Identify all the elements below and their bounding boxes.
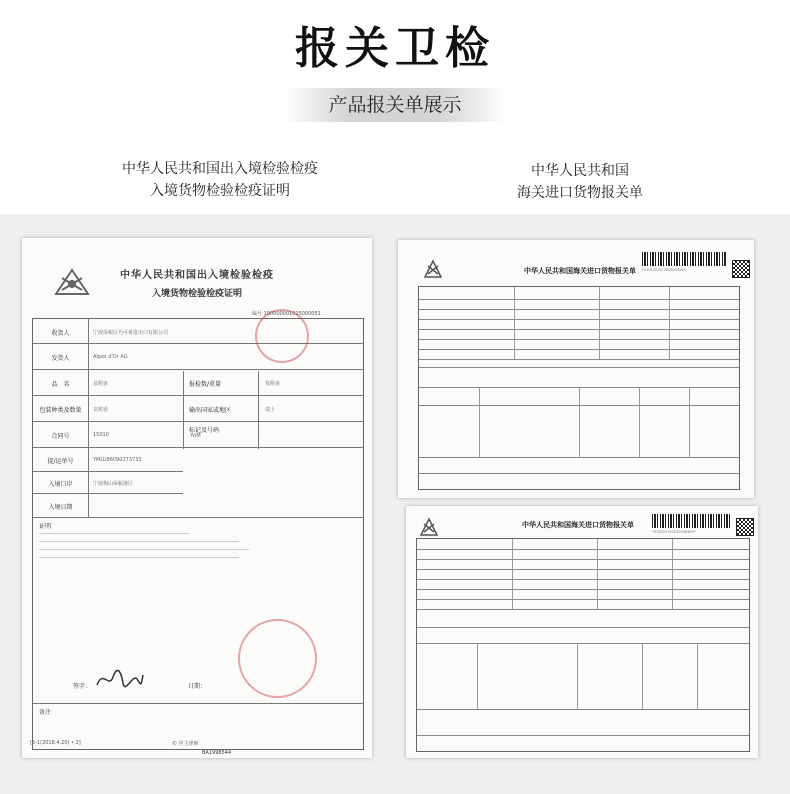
section-subtitle: 产品报关单展示 (284, 88, 506, 122)
field-label: 标记及号码 (189, 427, 220, 434)
barcode (652, 514, 732, 528)
field-value: 泉附壶 (93, 407, 109, 413)
field-value: 15010 (93, 432, 109, 438)
signature-label: 签字： (73, 683, 92, 690)
customs-emblem-icon (422, 258, 444, 280)
field-value: 宁波保税区巧可黄进出口有限公司 (93, 330, 169, 336)
page-title: 报关卫检 (295, 23, 495, 74)
field-label: 输出国家或地区 (189, 407, 232, 414)
barcode-text: *310520191050998485* (652, 530, 696, 534)
left-caption-line-2: 入境货物检验检疫证明 (150, 183, 290, 199)
certificate-number: 编号 190000001015000051 (252, 311, 321, 317)
field-label: 报检数/重量 (189, 381, 222, 388)
official-seal (255, 309, 309, 363)
official-seal (238, 619, 317, 698)
customs-declaration-2 (406, 506, 758, 758)
row-contract (33, 421, 363, 448)
proof-label: 证明 (39, 523, 52, 530)
form-code: [5-1(2018.4.20) • 2] (30, 740, 81, 746)
field-value: 泉附壶 (93, 381, 109, 387)
field-label: 包装种类及数量 (39, 407, 82, 414)
handwritten-signature (95, 667, 145, 691)
printer-mark: © 世主律师 (172, 741, 199, 747)
qr-code (736, 518, 754, 536)
certificate-title: 中华人民共和国出入境检验检疫 (120, 270, 274, 281)
left-caption (40, 158, 400, 202)
serial-number: BA1998544 (202, 750, 232, 756)
field-value: N/M (191, 433, 201, 439)
row-date (33, 493, 363, 518)
row-bill (33, 447, 363, 471)
right-caption-line-2: 海关进口货物报关单 (517, 185, 643, 201)
barcode (642, 252, 726, 266)
certificate-subtitle: 入境货物检验检疫证明 (151, 289, 242, 299)
field-label: 合同号 (51, 433, 70, 440)
field-label: 提/运单号 (47, 458, 74, 465)
declaration-title: 中华人民共和国海关进口货物报关单 (522, 521, 634, 529)
row-consignor (33, 343, 363, 370)
inspection-certificate (22, 238, 372, 758)
barcode-text: *310520191050825992* (642, 268, 686, 272)
certificate-grid (32, 318, 364, 750)
declaration-grid (418, 286, 740, 490)
row-product (33, 369, 363, 396)
declaration-title: 中华人民共和国海关进口货物报关单 (524, 267, 636, 275)
field-label: 入境日期 (48, 504, 73, 511)
notes-label: 备注 (39, 709, 52, 716)
row-consignee (33, 319, 363, 344)
field-label: 收货人 (51, 330, 70, 337)
left-caption-line-1: 中华人民共和国出入境检验检疫 (122, 161, 318, 177)
field-label: 品 名 (51, 381, 70, 388)
right-caption-line-1: 中华人民共和国 (531, 163, 629, 179)
right-caption (420, 160, 740, 204)
row-packaging (33, 395, 363, 422)
field-value: YMLU86090273733 (93, 457, 142, 463)
date-label: 日期： (188, 683, 207, 690)
customs-emblem-icon (418, 516, 440, 538)
field-value: Alpes d'Or AG (93, 354, 128, 360)
row-port (33, 471, 363, 493)
field-value: 宁波梅山保税港区 (93, 481, 134, 487)
qr-code (732, 260, 750, 278)
field-value: 泉附壶 (265, 381, 281, 387)
declaration-grid (416, 538, 750, 752)
field-label: 入境口岸 (48, 481, 73, 488)
field-value: 瑞士 (265, 407, 276, 413)
field-label: 发货人 (51, 355, 70, 362)
customs-declaration-1 (398, 240, 754, 498)
